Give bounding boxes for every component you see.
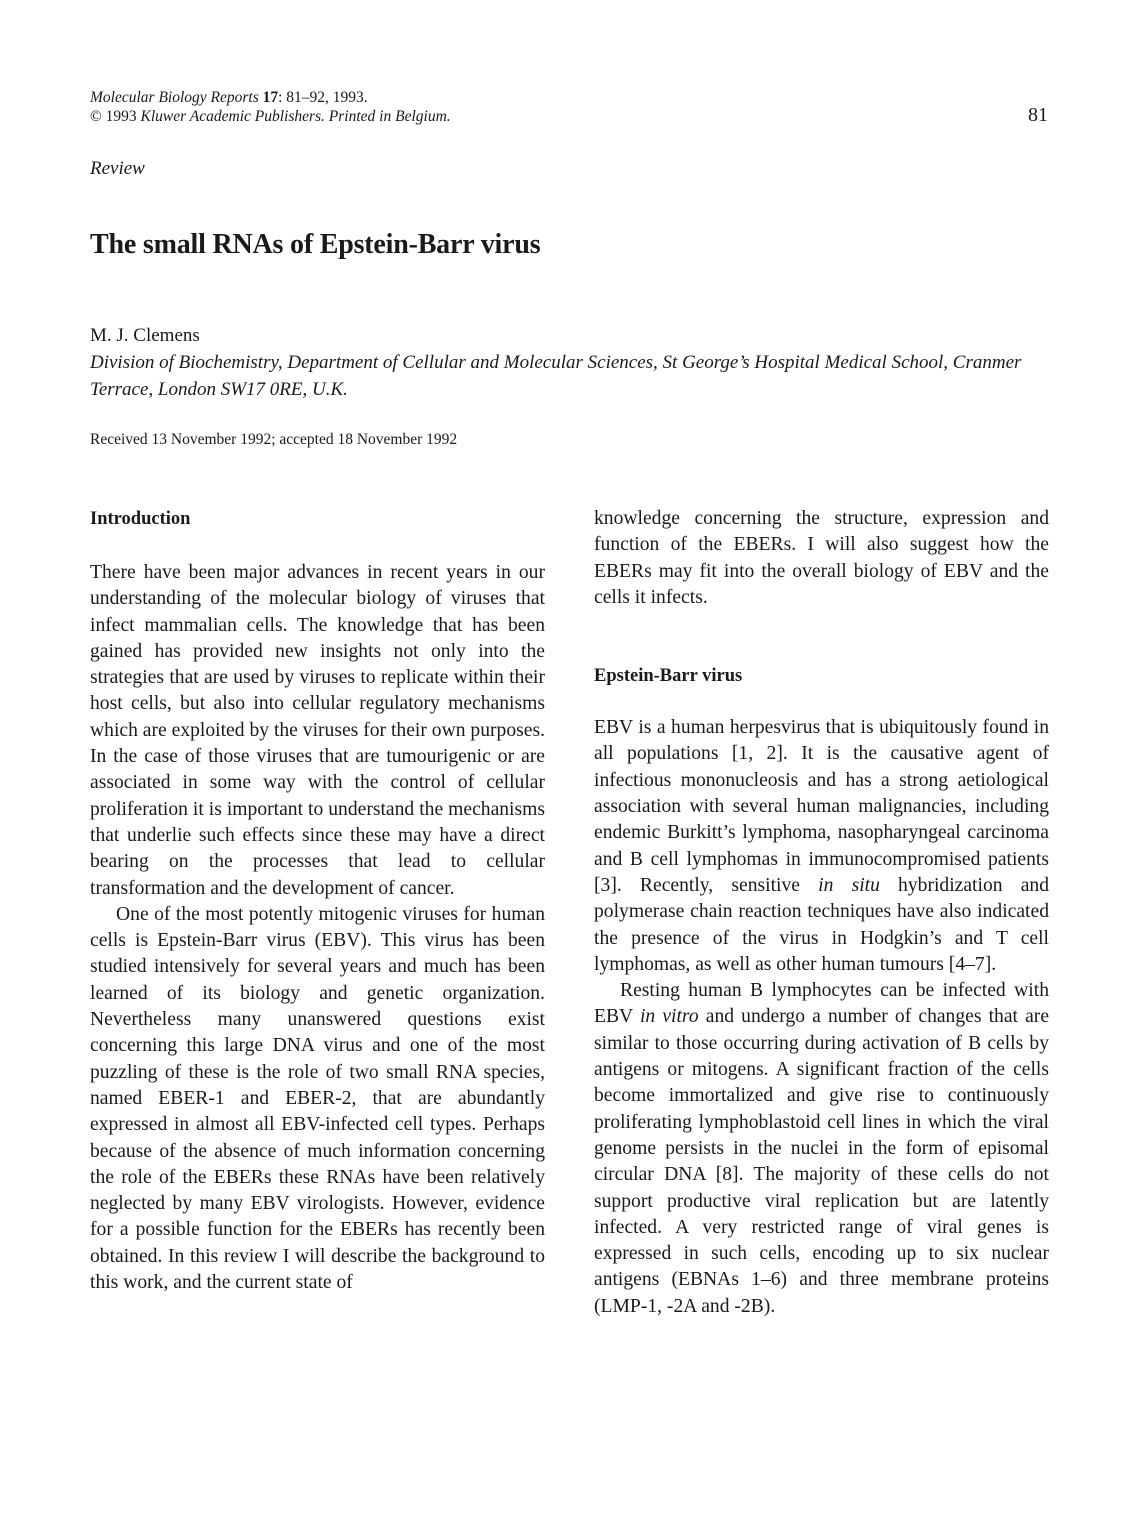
journal-volume: 17	[262, 89, 279, 106]
intro-paragraph-2: One of the most potently mitogenic viruses for human cells is Epstein-Barr virus (EBV). This virus has been studied intensively for several years and much has been learned of its biology and genetic organization. Nevertheless many unanswered questions exist concerning this large DNA virus and one of the most puzzling of these is the role of two small RNA species, named EBER-1 and EBER-2, that are abundantly expressed in almost all EBV-infected cell types. Perhaps because of the absence of much information concerning the role of the EBERs these RNAs have been relatively neglected by many EBV virologists. However, evidence for a possible function for the EBERs has recently been obtained. In this review I will describe the background to this work, and the current state of	[90, 903, 545, 1294]
ebv-heading: Epstein-Barr virus	[594, 666, 743, 687]
journal-pages-year: : 81–92, 1993.	[278, 89, 368, 106]
ebv-paragraph-1: EBV is a human herpesvirus that is ubiquitously found in all populations [1, 2]. It is the causative agent of infectious mononucleosis and has a strong aetiological association with several human malignancies, including endemic Burkitt’s lymphoma, nasopharyngeal carcinoma and B cell lymphomas in immunocompromised patients [3]. Recently, sensitive in situ hybridization and polymerase chain reaction techniques have also indicated the presence of the virus in Hodgkin’s and T cell lymphomas, as well as other human tumours [4–7].	[594, 717, 1050, 975]
intro-paragraph-1: There have been major advances in recent years in our understanding of the molecular biology of viruses that infect mammalian cells. The knowledge that has been gained has provided new insights not only into the strategies that are used by viruses to replicate within their host cells, but also into cellular regulatory mechanisms which are exploited by the viruses for their own purposes. In the case of those viruses that are tumourigenic or are associated in some way with the control of cellular proliferation it is important to understand the mechanisms that underlie such effects since these may have a direct bearing on the processes that lead to cellular transformation and the development of cancer.	[90, 562, 545, 899]
author-name: M. J. Clemens	[90, 325, 200, 346]
emphasis-in-situ: in situ	[818, 874, 880, 896]
journal-citation	[90, 88, 451, 126]
introduction-heading: Introduction	[90, 509, 191, 529]
page-number: 81	[1028, 104, 1048, 126]
journal-name: Molecular Biology Reports	[90, 89, 259, 106]
intro-paragraph-2-continued: knowledge concerning the structure, expression and function of the EBERs. I will also suggest how the EBERs may fit into the overall biology of EBV and the cells it infects.	[594, 508, 1049, 608]
column-right	[594, 506, 1049, 1320]
column-left	[90, 506, 545, 1296]
copyright-symbol: ©	[90, 108, 102, 125]
journal-line	[90, 88, 451, 107]
copyright-line	[90, 107, 451, 126]
copyright-year: 1993	[105, 108, 137, 125]
publisher-line: Kluwer Academic Publishers. Printed in Belgium.	[140, 108, 451, 125]
article-title: The small RNAs of Epstein-Barr virus	[90, 229, 541, 260]
author-affiliation: Division of Biochemistry, Department of Cellular and Molecular Sciences, St George’s Hospital Medical School, Cranmer Terrace, London SW17 0RE, U.K.	[90, 352, 1022, 400]
received-dates: Received 13 November 1992; accepted 18 November 1992	[90, 431, 458, 448]
article-type: Review	[90, 158, 145, 179]
ebv-paragraph-2: Resting human B lymphocytes can be infected with EBV in vitro and undergo a number of changes that are similar to those occurring during activation of B cells by antigens or mitogens. A significant fraction of the cells become immortalized and give rise to continuously proliferating lymphoblastoid cell lines in which the viral genome persists in the nuclei in the form of episomal circular DNA [8]. The majority of these cells do not support productive viral replication but are latently infected. A very restricted range of viral genes is expressed in such cells, encoding up to six nuclear antigens (EBNAs 1–6) and three membrane proteins (LMP-1, -2A and -2B).	[594, 980, 1050, 1317]
emphasis-in-vitro: in vitro	[639, 1006, 699, 1028]
